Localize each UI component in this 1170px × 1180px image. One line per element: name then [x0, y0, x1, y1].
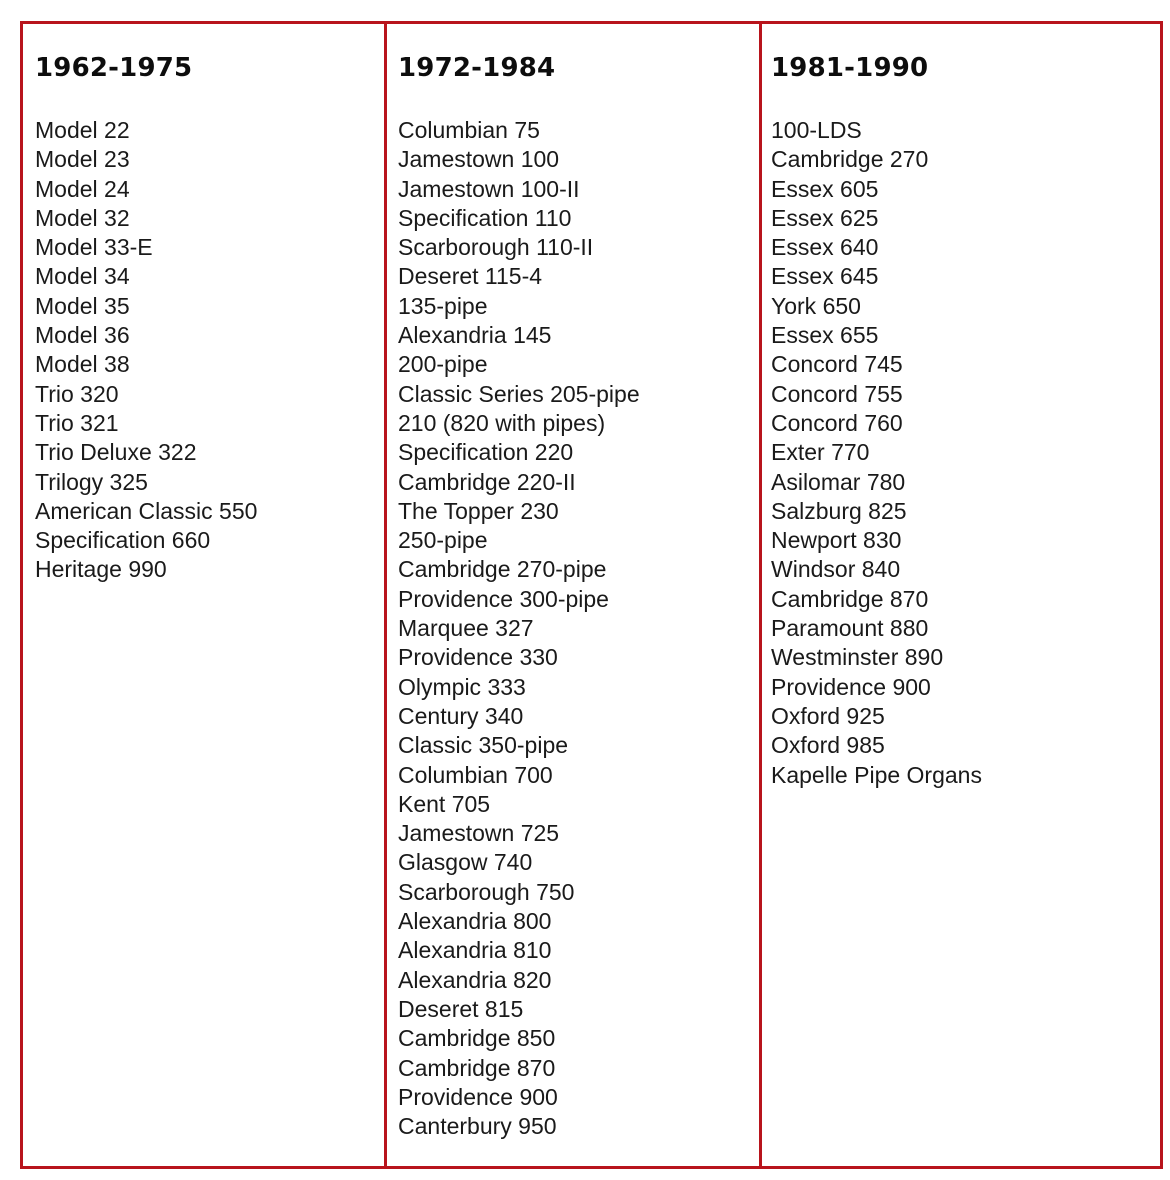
model-item: Model 22 [35, 117, 130, 143]
model-item: Essex 625 [771, 204, 879, 231]
model-item: Jamestown 100 [398, 146, 560, 173]
model-item: Providence 900 [398, 1083, 558, 1110]
era-column-1972-1984 [387, 24, 762, 1166]
model-item: Deseret 115-4 [398, 263, 543, 290]
model-list [398, 116, 640, 1141]
model-item: 100-LDS [771, 117, 862, 143]
era-heading: 1972-1984 [398, 53, 556, 83]
model-item: Windsor 840 [771, 556, 901, 583]
era-heading: 1962-1975 [35, 53, 193, 83]
model-item: Newport 830 [771, 527, 902, 554]
model-item: Essex 645 [771, 263, 879, 290]
model-item: Heritage 990 [35, 556, 167, 583]
model-item: Model 24 [35, 175, 130, 202]
model-item: 135-pipe [398, 292, 488, 319]
model-item: Cambridge 220-II [398, 468, 576, 495]
model-item: Westminster 890 [771, 644, 944, 671]
model-item: Canterbury 950 [398, 1113, 557, 1140]
model-item: Exter 770 [771, 439, 870, 466]
model-item: Specification 110 [398, 204, 572, 231]
model-item: American Classic 550 [35, 497, 258, 524]
model-item: Model 32 [35, 204, 130, 231]
model-item: Cambridge 850 [398, 1025, 556, 1052]
model-list [35, 116, 257, 585]
model-item: Scarborough 110-II [398, 234, 594, 261]
model-item: Cambridge 870 [398, 1054, 556, 1081]
model-item: Columbian 75 [398, 117, 540, 143]
model-item: Model 23 [35, 146, 130, 173]
model-item: Trio 321 [35, 409, 119, 436]
model-item: Oxford 985 [771, 732, 885, 759]
model-item: Asilomar 780 [771, 468, 906, 495]
model-item: Essex 640 [771, 234, 879, 261]
model-item: Providence 300-pipe [398, 585, 609, 612]
model-item: Specification 220 [398, 439, 574, 466]
era-heading: 1981-1990 [771, 53, 929, 83]
model-item: 200-pipe [398, 351, 488, 378]
model-item: Oxford 925 [771, 702, 885, 729]
model-item: Classic 350-pipe [398, 732, 569, 759]
model-item: Trio Deluxe 322 [35, 439, 197, 466]
model-item: Olympic 333 [398, 673, 526, 700]
model-item: Providence 330 [398, 644, 558, 671]
model-item: Trilogy 325 [35, 468, 148, 495]
model-item: Model 36 [35, 322, 130, 349]
model-item: Concord 755 [771, 380, 903, 407]
model-item: Essex 605 [771, 175, 879, 202]
model-item: 250-pipe [398, 527, 488, 554]
model-item: Jamestown 725 [398, 820, 560, 847]
model-item: Specification 660 [35, 527, 211, 554]
model-item: Deseret 815 [398, 995, 524, 1022]
era-column-1962-1975 [23, 24, 387, 1166]
model-item: Scarborough 750 [398, 878, 575, 905]
model-item: Concord 760 [771, 409, 903, 436]
model-table [20, 21, 1163, 1169]
model-item: Cambridge 870 [771, 585, 929, 612]
model-item: Model 34 [35, 263, 130, 290]
model-item: York 650 [771, 292, 861, 319]
model-item: Alexandria 145 [398, 322, 552, 349]
model-item: Columbian 700 [398, 761, 553, 788]
era-column-1981-1990 [762, 24, 1160, 1166]
model-item: Salzburg 825 [771, 497, 907, 524]
model-item: Alexandria 800 [398, 908, 552, 935]
model-item: Cambridge 270-pipe [398, 556, 607, 583]
model-item: Trio 320 [35, 380, 119, 407]
model-list [771, 116, 982, 790]
model-item: Cambridge 270 [771, 146, 929, 173]
model-item: Alexandria 820 [398, 966, 552, 993]
model-item: Alexandria 810 [398, 937, 552, 964]
model-item: Glasgow 740 [398, 849, 533, 876]
model-item: Kent 705 [398, 790, 491, 817]
model-item: Century 340 [398, 702, 524, 729]
model-item: Paramount 880 [771, 615, 929, 642]
model-item: Essex 655 [771, 322, 879, 349]
model-item: Kapelle Pipe Organs [771, 761, 982, 788]
model-item: Jamestown 100-II [398, 175, 580, 202]
model-item: 210 (820 with pipes) [398, 409, 606, 436]
model-item: Concord 745 [771, 351, 903, 378]
model-item: The Topper 230 [398, 497, 559, 524]
model-item: Model 33-E [35, 234, 153, 261]
model-item: Marquee 327 [398, 615, 534, 642]
model-item: Classic Series 205-pipe [398, 380, 640, 407]
model-item: Model 38 [35, 351, 130, 378]
model-item: Model 35 [35, 292, 130, 319]
model-item: Providence 900 [771, 673, 931, 700]
